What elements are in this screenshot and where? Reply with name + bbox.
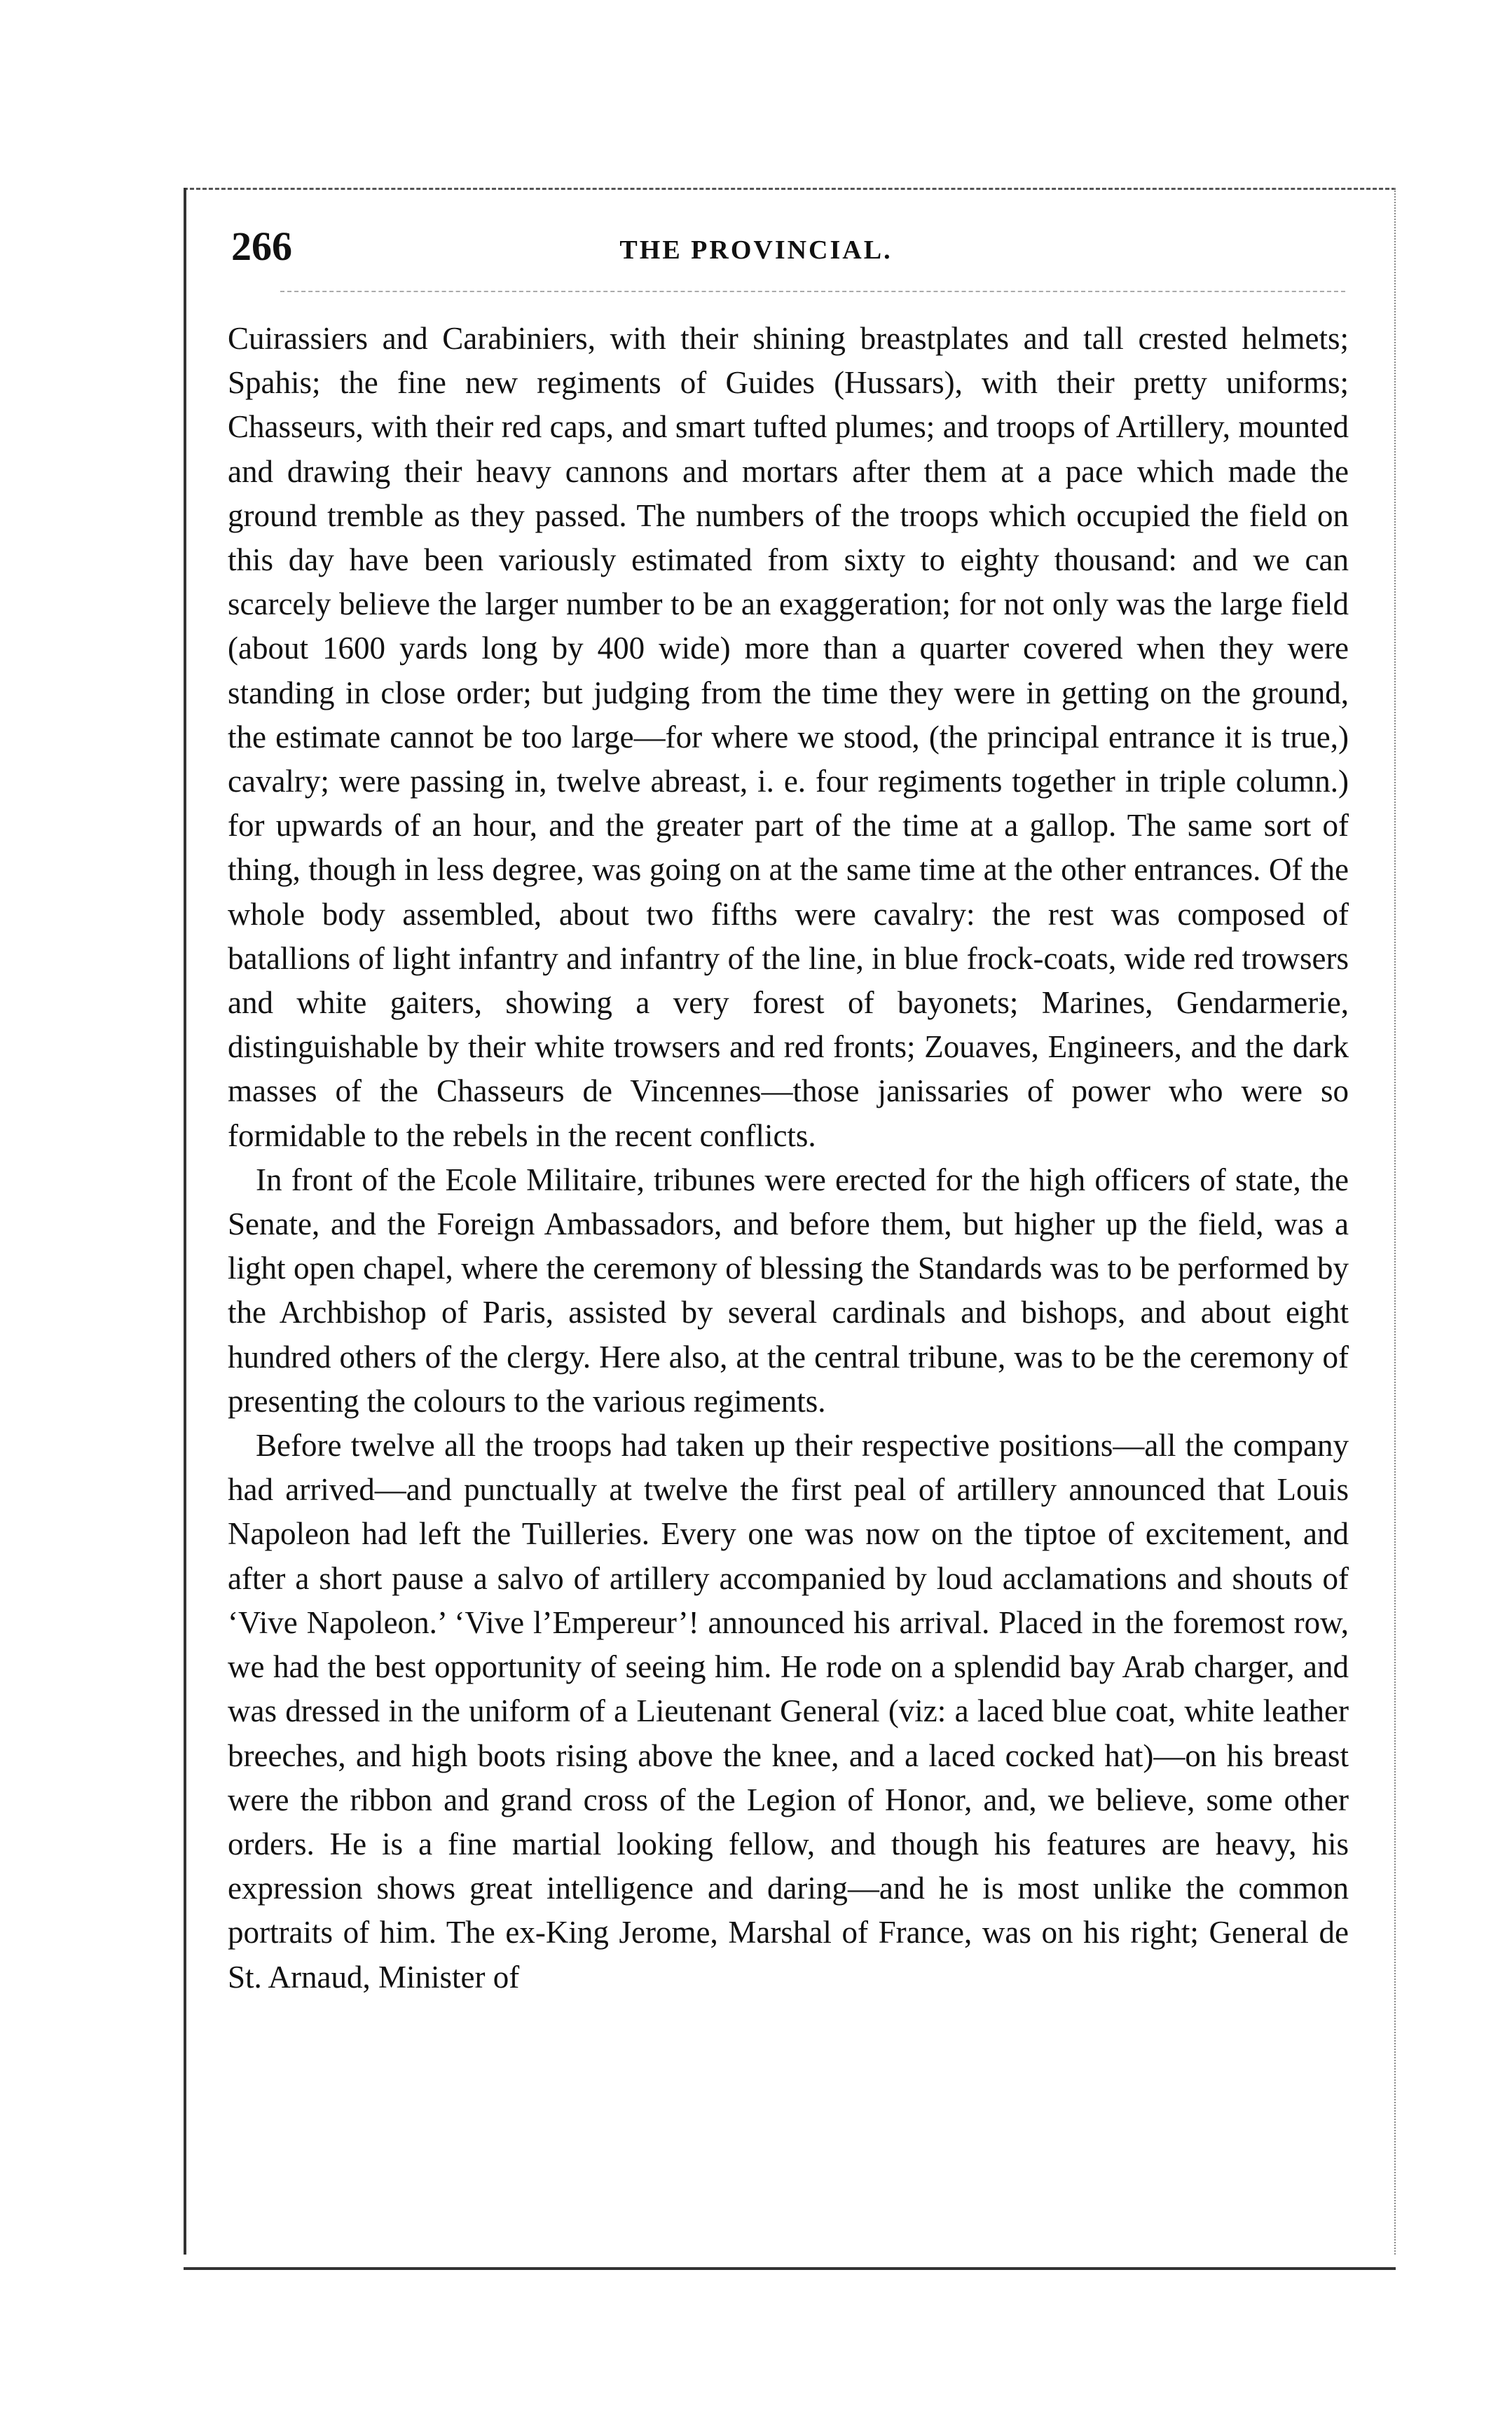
- paragraph-1: Cuirassiers and Carabiniers, with their shining breastplates and tall crested helmets; Spahis; the fine new regiments of Guides (Hussars), with their pretty uniforms; Chasseurs, with their red caps, and smart tufted plumes; and troops of Artillery, mounted and drawing their heavy cannons and mortars after them at a pace which made the ground tremble as they passed. The numbers of the troops which occupied the field on this day have been variously estimated from sixty to eighty thousand: and we can scarcely believe the larger number to be an exaggeration; for not only was the large field (about 1600 yards long by 400 wide) more than a quarter covered when they were standing in close order; but judging from the time they were in getting on the ground, the estimate cannot be too large—for where we stood, (the principal entrance it is true,) cavalry; were passing in, twelve abreast, i. e. four regiments together in triple column.) for upwards of an hour, and the greater part of the time at a gallop. The same sort of thing, though in less degree, was going on at the same time at the other entrances. Of the whole body assembled, about two fifths were cavalry: the rest was composed of batallions of light infantry and infantry of the line, in blue frock-coats, wide red trowsers and white gaiters, showing a very forest of bayonets; Marines, Gendarmerie, distinguishable by their white trowsers and red fronts; Zouaves, Engineers, and the dark masses of the Chasseurs de Vincennes—those janissaries of power who were so formidable to the rebels in the recent conflicts.: [228, 321, 1349, 1153]
- frame-left-border: [184, 188, 186, 2255]
- body-text: [228, 317, 1349, 2000]
- frame-bottom-border: [184, 2267, 1396, 2270]
- frame-top-border: [184, 188, 1396, 190]
- paragraph-3: Before twelve all the troops had taken up their respective positions—all the company had arrived—and punctually at twelve the first peal of artillery announced that Louis Napoleon had left the Tuilleries. Every one was now on the tiptoe of excitement, and after a short pause a salvo of artillery accompanied by loud acclamations and shouts of ‘Vive Napoleon.’ ‘Vive l’Empereur’! announced his arrival. Placed in the foremost row, we had the best opportunity of seeing him. He rode on a splendid bay Arab charger, and was dressed in the uniform of a Lieutenant General (viz: a laced blue coat, white leather breeches, and high boots rising above the knee, and a laced cocked hat)—on his breast were the ribbon and grand cross of the Legion of Honor, and, we believe, some other orders. He is a fine martial looking fellow, and though his features are heavy, his expression shows great intelligence and daring—and he is most unlike the common portraits of him. The ex-King Jerome, Marshal of France, was on his right; General de St. Arnaud, Minister of: [228, 1428, 1349, 1995]
- frame-right-border: [1394, 188, 1396, 2255]
- header-divider: [280, 291, 1345, 292]
- page-number: 266: [231, 223, 292, 269]
- paragraph-2: In front of the Ecole Militaire, tribunes were erected for the high officers of state, the Senate, and the Foreign Ambassadors, and before them, but higher up the field, was a light open chapel, where the ceremony of blessing the Standards was to be performed by the Archbishop of Paris, assisted by several cardinals and bishops, and about eight hundred others of the clergy. Here also, at the central tribune, was to be the ceremony of presenting the colours to the various regiments.: [228, 1162, 1349, 1419]
- running-head: THE PROVINCIAL.: [619, 235, 893, 265]
